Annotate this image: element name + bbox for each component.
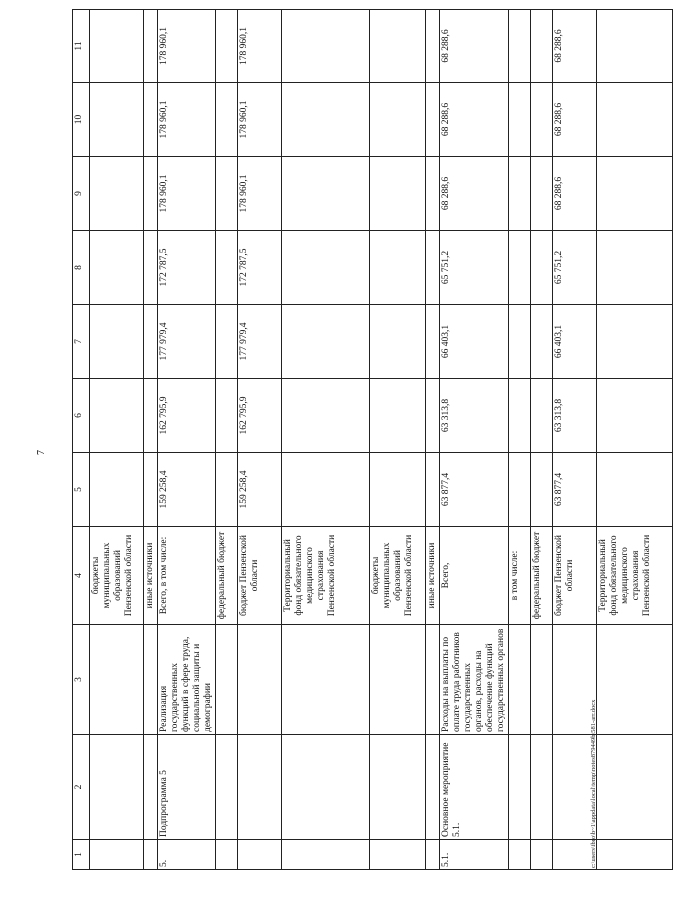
table-cell — [597, 735, 673, 840]
table-cell — [216, 157, 238, 231]
table-cell: Территориальный фонд обязательного медицинского страхования Пензенской области — [282, 527, 370, 625]
table-cell — [597, 10, 673, 83]
table-cell — [370, 379, 426, 453]
table-cell: бюджет Пензенской области — [553, 527, 597, 625]
table-cell: 172 787,5 — [238, 231, 282, 305]
table-cell — [282, 157, 370, 231]
table-cell: в том числе: — [509, 527, 531, 625]
table-cell — [216, 231, 238, 305]
column-number: 10 — [73, 83, 90, 157]
table-cell: федеральный бюджет — [216, 527, 238, 625]
table-cell: бюджеты муниципальных образований Пензенской области — [370, 527, 426, 625]
table-cell: 159 258,4 — [158, 453, 216, 527]
table-cell: 162 795,9 — [238, 379, 282, 453]
table-cell — [509, 735, 531, 840]
table-cell — [426, 231, 440, 305]
table-cell: 68 288,6 — [440, 157, 509, 231]
table-cell: 63 877,4 — [553, 453, 597, 527]
table-cell — [509, 157, 531, 231]
table-cell: 65 751,2 — [440, 231, 509, 305]
table-cell: 5.1. — [440, 840, 509, 870]
table-cell: 178 960,1 — [238, 10, 282, 83]
table-row — [597, 10, 673, 870]
table-cell — [90, 840, 144, 870]
table-cell — [282, 10, 370, 83]
budget-table — [72, 9, 673, 870]
table-cell: 63 877,4 — [440, 453, 509, 527]
table-cell — [509, 379, 531, 453]
table-cell — [238, 840, 282, 870]
table-cell — [370, 10, 426, 83]
table-cell — [144, 83, 158, 157]
table-cell: 66 403,1 — [553, 305, 597, 379]
table-cell: иные источники — [144, 527, 158, 625]
table-cell — [531, 157, 553, 231]
table-row — [90, 10, 144, 870]
table-cell — [597, 625, 673, 735]
table-cell: 5. — [158, 840, 216, 870]
table-cell — [90, 625, 144, 735]
table-cell — [426, 453, 440, 527]
table-cell: 178 960,1 — [158, 10, 216, 83]
table-cell: Всего, — [440, 527, 509, 625]
table-cell — [509, 10, 531, 83]
table-cell: 68 288,6 — [553, 10, 597, 83]
table-cell — [282, 625, 370, 735]
column-number: 2 — [73, 735, 90, 840]
table-cell — [90, 735, 144, 840]
table-cell — [426, 625, 440, 735]
table-row — [426, 10, 440, 870]
table-cell — [144, 840, 158, 870]
table-cell — [597, 379, 673, 453]
table-cell — [216, 453, 238, 527]
table-cell — [144, 625, 158, 735]
table-cell — [90, 305, 144, 379]
column-number: 7 — [73, 305, 90, 379]
table-cell — [531, 840, 553, 870]
table-cell — [531, 453, 553, 527]
table-cell: Всего, в том числе: — [158, 527, 216, 625]
table-cell: Расходы на выплаты по оплате труда работников государственных органов, расходы на обеспечение функций государственных органов — [440, 625, 509, 735]
table-cell — [509, 625, 531, 735]
table-row — [238, 10, 282, 870]
table-cell — [370, 453, 426, 527]
table-cell — [144, 735, 158, 840]
table-cell: 68 288,6 — [440, 10, 509, 83]
table-body — [73, 10, 673, 870]
table-cell: 63 313,8 — [440, 379, 509, 453]
table-cell: 178 960,1 — [238, 83, 282, 157]
table-row — [216, 10, 238, 870]
table-cell — [597, 157, 673, 231]
table-cell — [90, 231, 144, 305]
table-cell: 177 979,4 — [158, 305, 216, 379]
table-cell — [216, 840, 238, 870]
table-cell — [370, 157, 426, 231]
table-cell: 63 313,8 — [553, 379, 597, 453]
table-cell — [531, 231, 553, 305]
table-cell — [509, 231, 531, 305]
table-cell — [144, 231, 158, 305]
table-cell — [531, 625, 553, 735]
table-cell — [216, 625, 238, 735]
table-cell — [90, 10, 144, 83]
column-number: 6 — [73, 379, 90, 453]
table-cell — [597, 305, 673, 379]
table-row — [370, 10, 426, 870]
table-cell — [216, 305, 238, 379]
table-cell — [144, 379, 158, 453]
table-cell: бюджеты муниципальных образований Пензенской области — [90, 527, 144, 625]
table-row — [531, 10, 553, 870]
table-cell: 159 258,4 — [238, 453, 282, 527]
table-cell — [426, 735, 440, 840]
table-header-row — [73, 10, 90, 870]
table-row — [144, 10, 158, 870]
table-cell: 66 403,1 — [440, 305, 509, 379]
table-cell — [509, 305, 531, 379]
table-cell: 178 960,1 — [158, 157, 216, 231]
table-cell — [90, 157, 144, 231]
table-cell — [426, 379, 440, 453]
table-cell: Подпрограмма 5 — [158, 735, 216, 840]
table-cell — [531, 735, 553, 840]
table-cell — [238, 735, 282, 840]
table-cell — [509, 453, 531, 527]
table-cell — [370, 735, 426, 840]
column-number: 8 — [73, 231, 90, 305]
table-cell — [370, 305, 426, 379]
table-row — [282, 10, 370, 870]
table-cell — [370, 840, 426, 870]
table-cell — [282, 379, 370, 453]
table-cell — [531, 83, 553, 157]
table-cell: бюджет Пензенской области — [238, 527, 282, 625]
table-cell — [509, 83, 531, 157]
table-cell — [144, 453, 158, 527]
table-cell — [90, 453, 144, 527]
table-cell: 68 288,6 — [553, 83, 597, 157]
table-cell — [282, 83, 370, 157]
column-number: 4 — [73, 527, 90, 625]
table-cell — [426, 10, 440, 83]
table-cell: 68 288,6 — [553, 157, 597, 231]
table-cell — [144, 10, 158, 83]
table-cell: 177 979,4 — [238, 305, 282, 379]
table-cell: 68 288,6 — [440, 83, 509, 157]
table-cell — [282, 231, 370, 305]
table-cell: 65 751,2 — [553, 231, 597, 305]
table-cell — [282, 840, 370, 870]
table-cell: Реализация государственных функций в сфере труда, социальной защиты и демографии — [158, 625, 216, 735]
table-cell — [370, 625, 426, 735]
table-cell: Территориальный фонд обязательного медицинского страхования Пензенской области — [597, 527, 673, 625]
table-cell — [370, 231, 426, 305]
column-number: 5 — [73, 453, 90, 527]
table-cell — [597, 231, 673, 305]
table-cell — [216, 379, 238, 453]
table-cell: 178 960,1 — [158, 83, 216, 157]
table-cell — [216, 10, 238, 83]
table-cell: 172 787,5 — [158, 231, 216, 305]
table-cell — [90, 379, 144, 453]
page-number: 7 — [36, 450, 47, 455]
footer-path: c:\users\ibro\b~1\appdata\local\temp\notes879449b\581-arr.docx — [590, 699, 597, 868]
table-cell: федеральный бюджет — [531, 527, 553, 625]
table-cell — [509, 840, 531, 870]
table-cell — [282, 735, 370, 840]
column-number: 9 — [73, 157, 90, 231]
table-cell — [531, 305, 553, 379]
table-cell — [238, 625, 282, 735]
table-cell — [426, 840, 440, 870]
column-number: 11 — [73, 10, 90, 83]
table-cell: Основное мероприятие 5.1. — [440, 735, 509, 840]
table-cell: иные источники — [426, 527, 440, 625]
table-cell — [597, 840, 673, 870]
table-cell — [597, 453, 673, 527]
table-cell — [144, 305, 158, 379]
table-cell — [216, 735, 238, 840]
table-cell — [144, 157, 158, 231]
table-cell — [90, 83, 144, 157]
table-cell — [426, 157, 440, 231]
table-row — [440, 10, 509, 870]
table-cell — [370, 83, 426, 157]
table-cell: 178 960,1 — [238, 157, 282, 231]
table-cell: 162 795,9 — [158, 379, 216, 453]
table-row — [158, 10, 216, 870]
table-row — [509, 10, 531, 870]
column-number: 1 — [73, 840, 90, 870]
table-cell — [282, 305, 370, 379]
table-cell — [426, 305, 440, 379]
table-cell — [282, 453, 370, 527]
table-cell — [531, 379, 553, 453]
column-number: 3 — [73, 625, 90, 735]
table-cell — [216, 83, 238, 157]
table-cell — [597, 83, 673, 157]
table-cell — [531, 10, 553, 83]
table-cell — [426, 83, 440, 157]
